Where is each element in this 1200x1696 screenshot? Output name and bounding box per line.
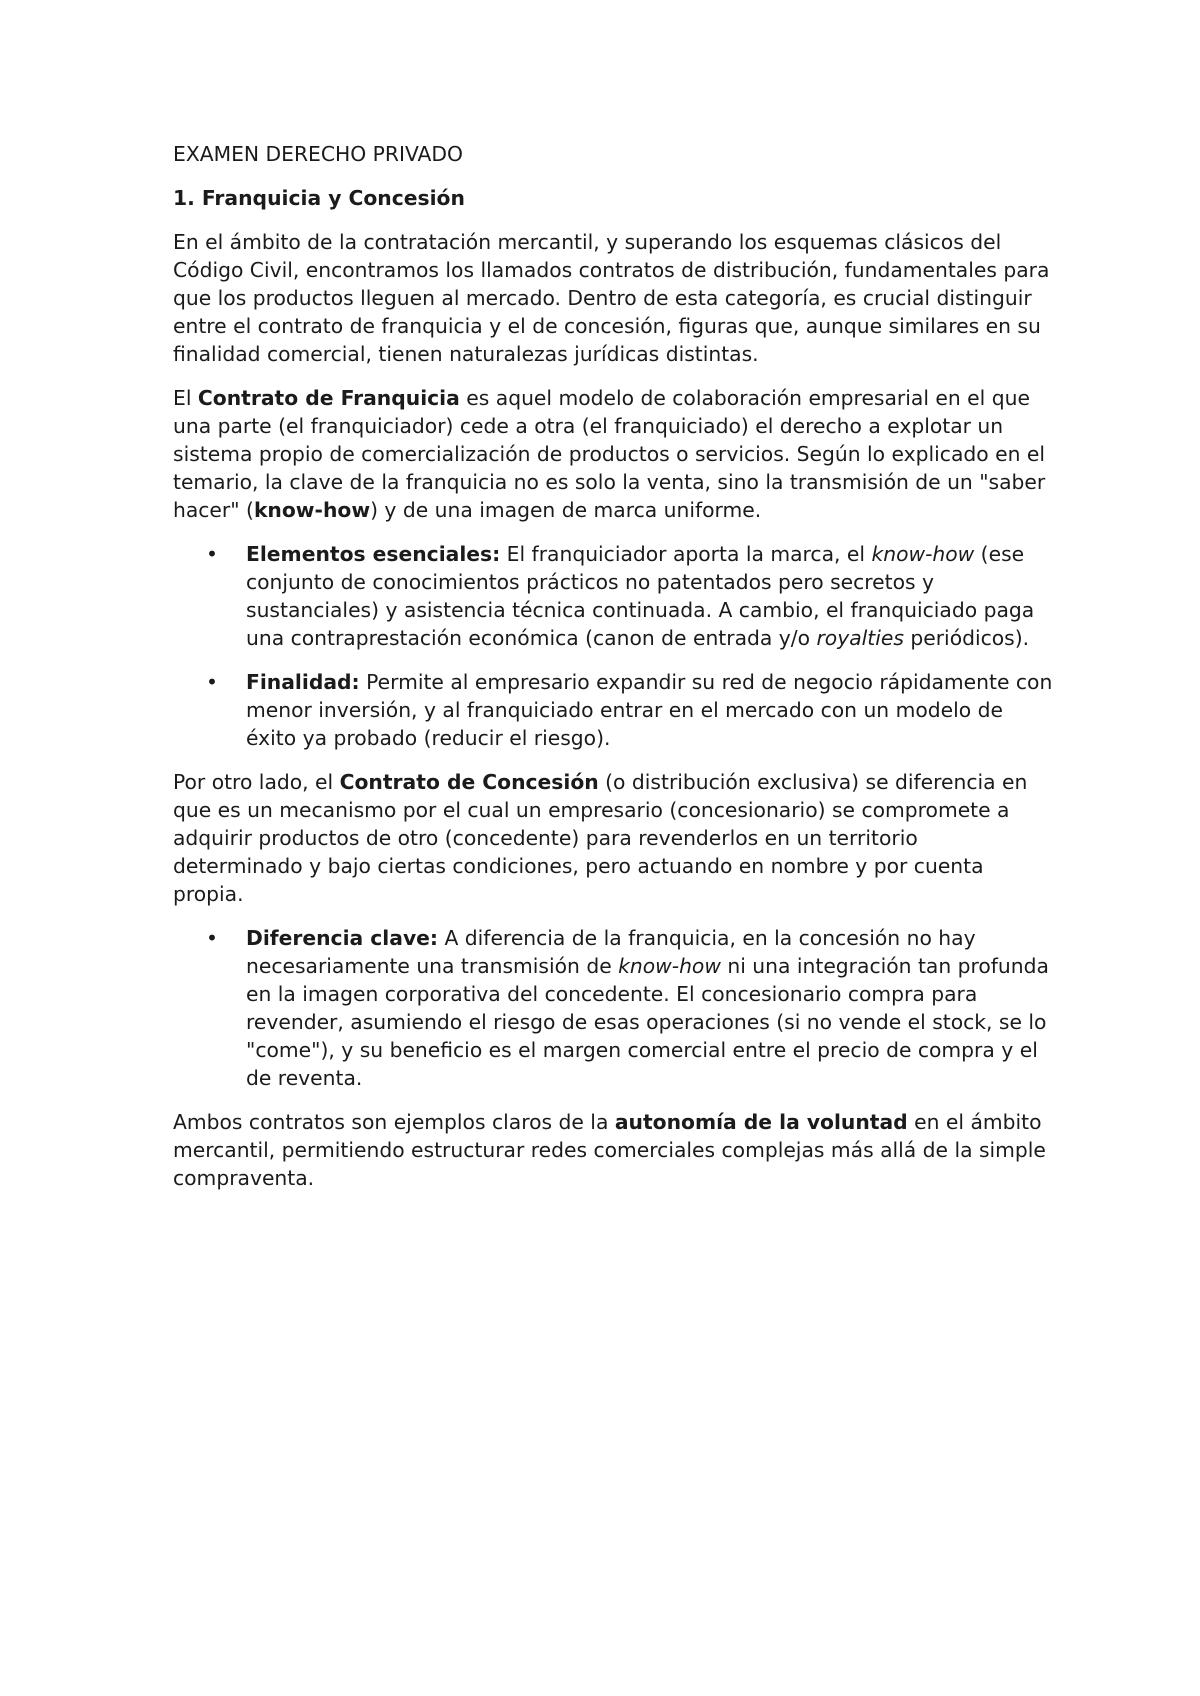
- knowhow-term: know-how: [253, 498, 371, 522]
- franquicia-text-2: es aquel modelo de colaboración empresarial en el que una parte (el franquiciador) cede a otra (el franquiciado) el derecho a explotar un sistema propio de comercialización de productos o servicios. Según lo explicado en el temario, la clave de la franquicia no es solo la venta, sino la transmisión de un "saber hacer" (: [173, 386, 1046, 522]
- conclusion-paragraph: [173, 1108, 1053, 1192]
- concesion-text-1: Por otro lado, el: [173, 770, 340, 794]
- bullet-text: A diferencia de la franquicia, en la concesión no hay necesariamente una transmisión de: [246, 926, 976, 978]
- knowhow-italic: know-how: [618, 954, 721, 978]
- bullet-text: periódicos).: [903, 626, 1030, 650]
- franquicia-text-1: El: [173, 386, 198, 410]
- bullet-label: Diferencia clave:: [246, 926, 439, 950]
- knowhow-italic: know-how: [871, 542, 975, 566]
- franquicia-term: Contrato de Franquicia: [197, 386, 460, 410]
- intro-paragraph: En el ámbito de la contratación mercantil, y superando los esquemas clásicos del Código Civil, encontramos los llamados contratos de distribución, fundamentales para que los productos lleguen al mercado. Dentro de esta categoría, es crucial distinguir entre el contrato de franquicia y el de concesión, figuras que, aunque similares en su finalidad comercial, tienen naturalezas jurídicas distintas.: [173, 230, 1050, 366]
- bullet-icon: •: [206, 542, 218, 566]
- royalties-italic: royalties: [816, 626, 904, 650]
- bullet-text: Permite al empresario expandir su red de negocio rápidamente con menor inversión, y al franquiciado entrar en el mercado con un modelo de éxito ya probado (reducir el riesgo).: [246, 670, 1053, 750]
- franquicia-bullet-list: [173, 540, 1053, 752]
- list-item: [173, 668, 1053, 752]
- concesion-bullet-list: [173, 924, 1053, 1092]
- concesion-term: Contrato de Concesión: [339, 770, 599, 794]
- list-item: [173, 540, 1053, 652]
- conclusion-text-2: en el ámbito mercantil, permitiendo estructurar redes comerciales complejas más allá de la simple compraventa.: [173, 1110, 1046, 1190]
- bullet-text: El franquiciador aporta la marca, el: [500, 542, 872, 566]
- bullet-label: Finalidad:: [246, 670, 360, 694]
- conclusion-term: autonomía de la voluntad: [614, 1110, 908, 1134]
- franquicia-text-3: ) y de una imagen de marca uniforme.: [370, 498, 762, 522]
- concesion-text-2: (o distribución exclusiva) se diferencia en que es un mecanismo por el cual un empresario (concesionario) se compromete a adquirir productos de otro (concedente) para revenderlos en un territorio determinado y bajo ciertas condiciones, pero actuando en nombre y por cuenta propia.: [173, 770, 1028, 906]
- bullet-label: Elementos esenciales:: [246, 542, 501, 566]
- document-page: [173, 140, 1053, 1208]
- section-heading: 1. Franquicia y Concesión: [173, 186, 465, 210]
- bullet-text: ni una integración tan profunda en la imagen corporativa del concedente. El concesionario compra para revender, asumiendo el riesgo de esas operaciones (si no vende el stock, se lo "come"), y su beneficio es el margen comercial entre el precio de compra y el de reventa.: [246, 954, 1049, 1090]
- bullet-icon: •: [206, 670, 218, 694]
- document-title: EXAMEN DERECHO PRIVADO: [173, 142, 464, 166]
- conclusion-text-1: Ambos contratos son ejemplos claros de la: [173, 1110, 615, 1134]
- list-item: [173, 924, 1053, 1092]
- concesion-paragraph: [173, 768, 1053, 908]
- bullet-icon: •: [206, 926, 218, 950]
- franquicia-paragraph: [173, 384, 1053, 524]
- bullet-text: (ese conjunto de conocimientos prácticos no patentados pero secretos y sustanciales) y asistencia técnica continuada. A cambio, el franquiciado paga una contraprestación económica (canon de entrada y/o: [246, 542, 1035, 650]
